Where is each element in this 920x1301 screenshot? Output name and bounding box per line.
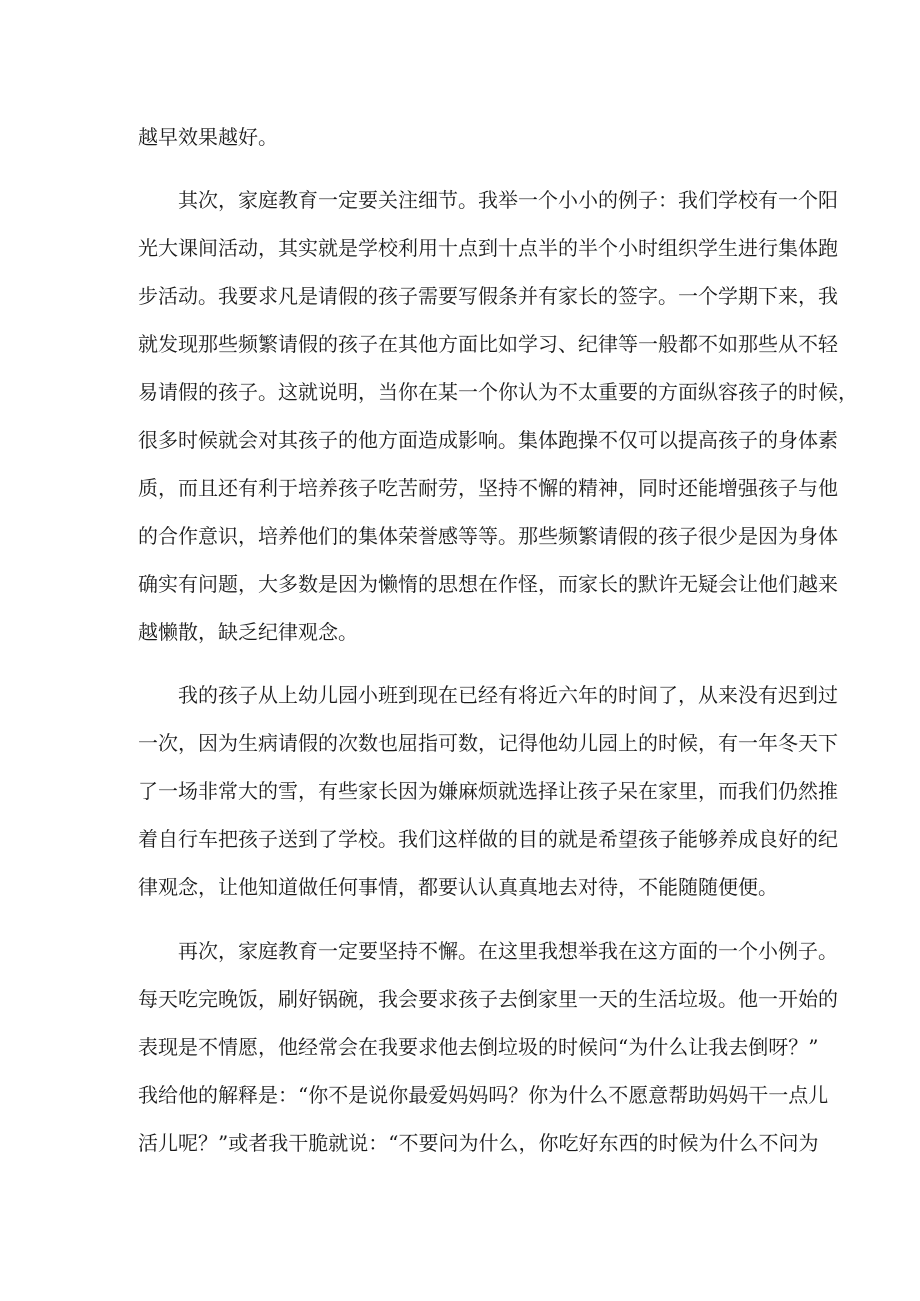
text-line: 就发现那些频繁请假的孩子在其他方面比如学习、纪律等一般都不如那些从不轻 — [138, 332, 838, 356]
text-line: 其次，家庭教育一定要关注细节。我举一个小小的例子：我们学校有一个阳 — [178, 188, 838, 212]
text-line: 活儿呢？”或者我干脆就说：“不要问为什么，你吃好东西的时候为什么不问为 — [138, 1131, 819, 1155]
text-line: 着自行车把孩子送到了学校。我们这样做的目的就是希望孩子能够养成良好的纪 — [138, 827, 838, 851]
text-line: 确实有问题，大多数是因为懒惰的思想在作怪，而家长的默许无疑会让他们越来 — [138, 572, 838, 596]
text-line: 再次，家庭教育一定要坚持不懈。在这里我想举我在这方面的一个小例子。 — [178, 939, 838, 963]
text-line: 一次，因为生病请假的次数也屈指可数，记得他幼儿园上的时候，有一年冬天下 — [138, 731, 838, 755]
text-line: 易请假的孩子。这就说明，当你在某一个你认为不太重要的方面纵容孩子的时候， — [138, 380, 858, 404]
text-line: 很多时候就会对其孩子的他方面造成影响。集体跑操不仅可以提高孩子的身体素 — [138, 428, 838, 452]
text-line: 表现是不情愿，他经常会在我要求他去倒垃圾的时候问“为什么让我去倒呀？” — [138, 1035, 819, 1059]
text-line: 我的孩子从上幼儿园小班到现在已经有将近六年的时间了，从来没有迟到过 — [178, 683, 838, 707]
text-line: 每天吃完晚饭，刷好锅碗，我会要求孩子去倒家里一天的生活垃圾。他一开始的 — [138, 987, 838, 1011]
text-line: 律观念，让他知道做任何事情，都要认认真真地去对待，不能随随便便。 — [138, 875, 778, 899]
text-line: 步活动。我要求凡是请假的孩子需要写假条并有家长的签字。一个学期下来，我 — [138, 284, 838, 308]
text-line: 了一场非常大的雪，有些家长因为嫌麻烦就选择让孩子呆在家里，而我们仍然推 — [138, 779, 838, 803]
text-line: 光大课间活动，其实就是学校利用十点到十点半的半个小时组织学生进行集体跑 — [138, 236, 838, 260]
text-line: 越早效果越好。 — [138, 125, 278, 149]
text-line: 质，而且还有利于培养孩子吃苦耐劳，坚持不懈的精神，同时还能增强孩子与他 — [138, 476, 838, 500]
text-line: 越懒散，缺乏纪律观念。 — [138, 620, 358, 644]
text-line: 的合作意识，培养他们的集体荣誉感等等。那些频繁请假的孩子很少是因为身体 — [138, 524, 838, 548]
text-line: 我给他的解释是：“你不是说你最爱妈妈吗？你为什么不愿意帮助妈妈干一点儿 — [138, 1083, 829, 1107]
